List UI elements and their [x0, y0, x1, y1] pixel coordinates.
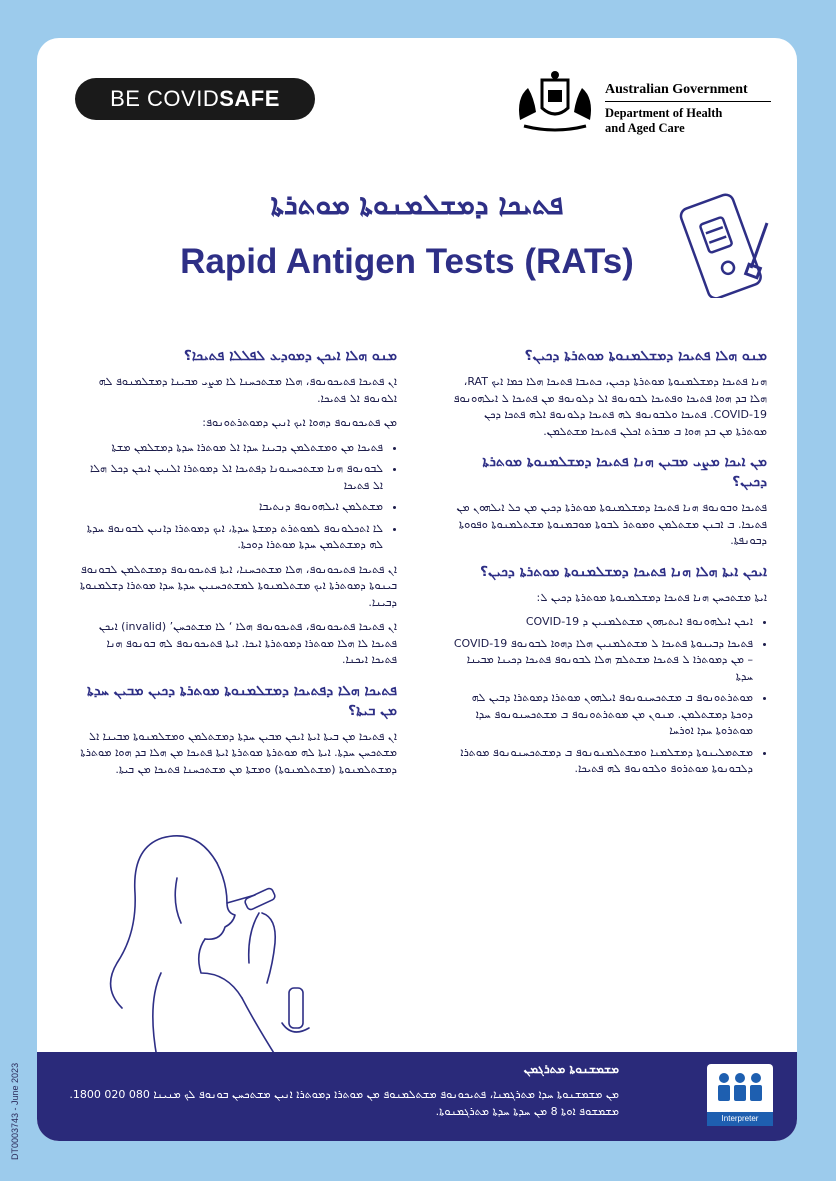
- section-intro: ܐܝܬܐ ܡܫܬܟܚܢ ܗܢܐ ܦܬܝܟܐ ܕܡܫܠܡܢܘܬܐ ܡܘܬܪܬܐ ܕܟܝܢ ܠ:: [536, 590, 767, 604]
- list-item: • ܡܫܬܡܠܝܢܘܬܐ ܕܡܫܠܡܢܐ ܘܡܫܬܠܡܢܘܢܘܦ ܒ ܕܡܫܬܟܚܢܘܢܘܦ ܡܘܬܪܐ ܕܠܒܘܢܘܬܐ ܡܘܬܪܘܦ ܘܠܒܘܢܘܦ ܠܗ ܦܬܝܟܐ.: [451, 745, 753, 778]
- list-item: • ܡܘܬܪܬܘܢܘܦ ܒ ܡܫܬܟܚܢܘܢܘܦ ܐܝܠܗܘܢ ܡܘܬܪܐ ܕܡܘܬܪܐ ܕܒܝܢ ܠܗ ܕܘܟܬܐ ܕܡܫܬܠܡܢ. ܡܢܘܢ ܡܢ ܡܘܬܪܬܘܢܘܦ ܒ ܡܫܬܟܚܢܘܢܘܦ ܚܕܐ ܡܘܬܪܘܬܐ ܚܕܐ ܐܘܪܚܐ: [451, 690, 753, 740]
- document-code: DT0003743 - June 2023: [10, 1062, 20, 1160]
- section-body: ܗܢܐ ܦܬܝܟܐ ܕܡܫܠܡܢܘܬܐ ܡܘܬܪܬܐ ܕܟܝܢ، ܟܬܝܒܐ ܦܬܝܟܐ ܗܠܐ ܟܡܐ ܐܝܟ RAT، ܗܠܐ ܒܕ ܗܘܐ ܦܬܝܟܐ ܘܦܬܝܟܐ ܠܒܘܢܘܦ ܐܠ ܕܠܘܢܘܦ ܡܢ ܦܬܝܟܐ ܠ ܐܝܠܗܘܢܘܦ COVID-19. ܦܬܝܟܐ ܘܠܒܘܢܘܦ ܠܗ ܦܬܝܟܐ ܕܠܘܢܘܦ ܐܠܗ ܦܬܟܐ ܕܟܢ ܡܘܬܪܬܐ ܡܢ ܒܕ ܗܘܐ ܒ ܡܒܪܬ ܐܟܠܢ ܦܬܝܟܐ ܡܫܬܠܡܢ.: [453, 375, 767, 438]
- interpreter-footer: [37, 1052, 797, 1141]
- section-body: ܐܢ ܦܬܝܟܐ ܡܢ ܒܝܬܐ ܐܝܬܐ ܐܝܟܢ ܡܒܝܢ ܚܕܬܐ ܕܡܫܬܠܡܢ ܘܡܫܠܡܢܘܬܐ ܡܒܝܢܐ ܐܠ ܡܫܬܟܚܢ ܚܕܬܐ. ܐܝܬܐ ܠܗ ܡܘܬܪܬܐ ܡܘܬܪܬܐ ܐܝܬܐ ܦܬܝܟܐ ܡܢ ܗܠܐ ܒܕ ܗܘܐ ܡܘܬܪܬܐ ܕܡܫܬܠܡܢܘܬܐ (ܡܫܬܠܡܢܘܬܐ) ܘܡܫܬܐ ܡܢ ܡܫܬܟܚܢܐ ܦܬܝܟܐ ܡܢ ܒܝܬܐ.: [80, 729, 397, 776]
- section-heading: ܡܢ ܐܝܟܐ ܡܨܝ ܡܒܝܢ ܗܢܐ ܦܬܝܟܐ ܕܡܫܠܡܢܘܬܐ ܡܘܬܪܬܐ ܕܟܝܢ؟: [482, 454, 767, 490]
- bullet-list: [79, 440, 397, 554]
- section-where-to-get: [451, 452, 767, 550]
- section-heading: ܡܢܘ ܗܠܐ ܐܝܟܢ ܕܡܘܕܥ ܠܦܠܠܐ ܦܬܝܟܐ؟: [183, 348, 397, 364]
- title-syriac: ܦܬܝܟܐ ܕܡܫܠܡܢܘܬܐ ܡܘܬܪܬܐ: [270, 188, 564, 221]
- list-item: • ܠܒܘܢܘܦ ܗܢܐ ܡܫܬܟܚܢܘܢܐ ܕܦܬܝܟܐ ܐܠ ܕܡܘܬܪܐ ܐܠܢܝܢ ܐܝܟܢ ܕܟܠ ܗܠܐ ܐܠ ܦܬܝܟܐ: [79, 461, 383, 494]
- coat-of-arms-icon: [512, 68, 598, 138]
- be-covidsafe-logo: BE COVID SAFE: [75, 78, 315, 120]
- section-heading: ܦܬܝܟܐ ܗܠܐ ܕܦܬܝܟܐ ܕܡܫܠܡܢܘܬܐ ܡܘܬܪܬܐ ܕܟܝܢ ܡܒܝܢ ܚܕܬܐ ܡܢ ܒܝܬܐ؟: [87, 682, 397, 719]
- government-logo: Australian Government Department of Health and Aged Care: [605, 82, 771, 136]
- interpreter-people-icon: [707, 1064, 773, 1112]
- section-positive-result: [79, 346, 397, 669]
- page-title: Rapid Antigen Tests (RATs): [180, 242, 634, 281]
- paragraph: ܐܢ ܦܬܝܟܐ ܦܬܝܟܘܢܘܦ، ܦܬܝܟܘܢܘܦ ܗܠܐ ‘ ܠܐ ܡܫܬܟܚܢ’ (invalid) ܐܝܟܢ ܦܬܝܟܐ ܠܐ ܗܠܐ ܡܘܬܪܐ ܕܡܘܬܪܬܐ ܐܝܟܐ. ܐܝܬܐ ܦܬܝܟܘܢܘܦ ܠܗ ܒܘܢܘܦ ܗܢܐ ܦܬܝܟܐ ܐܝܟܢܐ.: [98, 620, 397, 666]
- poster-page: [37, 38, 797, 1141]
- footer-text: ܡܢ ܡܫܡܫܢܘܬܐ ܚܕܐ ܡܬܪܓܡܢܐ، ܦܬܝܟܘܢܘܦ ܡܫܬܠܡܢܘܦ ܡܢ ܡܘܬܪܐ ܕܡܘܬܪܐ ܐܢܝܢ ܡܫܬܟܚܢ ܒܘܢܘܦ ܠܟ ܡܢܝܢܐ 080 020 1800. ܡܫܡܫܘܦ ܐܘܬܐ 8 ܡܢ ܚܕܬܐ ܚܕܬܐ ܡܬܪܓܡܢܘܬܐ.: [69, 1088, 619, 1118]
- left-column: [79, 346, 397, 790]
- section-heading: ܡܢܘ ܗܠܐ ܦܬܝܟܐ ܕܡܫܠܡܢܘܬܐ ܡܘܬܪܬܐ ܕܟܝܢ؟: [524, 348, 767, 364]
- paragraph: ܡܢ ܦܬܝܟܘܢܘܦ ܕܗܘܐ ܐܝܟ ܐܢܝܢ ܕܡܘܬܪܬܘܢܘܦ:: [202, 416, 397, 429]
- bullet-list: [451, 614, 767, 778]
- right-column: [451, 346, 767, 790]
- section-body: ܦܬܝܟܐ ܘܒܘܢܘܦ ܗܢܐ ܦܬܝܟܐ ܕܡܫܠܡܢܘܬܐ ܡܘܬܪܬܐ ܕܟܝܢ ܡܢ ܟܠ ܐܝܠܗܘܢ ܡܢ ܦܬܝܟܐ. ܒ ܐܒܢܢ ܡܫܬܠܡܢ ܘܡܘܬܪ ܠܒܘܬܐ ܡܘܒܡܢܘܬܐ ܡܫܬܠܡܢܘܬܐ ܘܦܘܘܬܐ ܕܒܘܢܦܬܐ.: [456, 501, 767, 547]
- section-rat-at-home: [79, 681, 397, 779]
- list-item: • ܡܫܬܠܡܢ ܐܝܠܗܘܢܘܦ ܕܢܬܝܒܐ: [79, 499, 383, 516]
- list-item: • ܦܬܝܟܐ ܡܢ ܘܡܫܬܠܡܢ ܕܒܝܢܐ ܚܕܐ ܐܠ ܡܘܬܪܐ ܚܕܬܐ ܕܡܫܠܡܢ ܡܫܬܐ: [79, 440, 383, 457]
- interpreter-badge: [707, 1064, 773, 1126]
- section-heading: ܐܝܟܢ ܐܝܬܐ ܗܠܐ ܗܢܐ ܦܬܝܟܐ ܕܡܫܠܡܢܘܬܐ ܡܘܬܪܬܐ ܕܟܝܢ؟: [480, 563, 767, 580]
- list-item: • ܠܐ ܐܬܟܠܘܢܘܦ ܠܡܘܬܪܬ ܕܡܫܬܐ ܚܕܬܐ، ܐܝܟ ܕܡܘܬܪܐ ܕܐܢܝܢ ܠܒܘܢܘܦ ܚܕܬܐ ܠܗ ܕܡܫܬܠܡܢ ܚܕܬܐ ܡܘܬܪܐ ܕܘܟܬܐ.: [79, 521, 383, 554]
- interpreter-label: Interpreter: [707, 1112, 773, 1126]
- paragraph: ܐܢ ܦܬܝܟܐ ܦܬܝܟܘܢܘܦ، ܗܠܐ ܡܫܬܟܚܢܐ، ܐܝܬܐ ܦܬܝܟܘܢܘܦ ܕܡܫܬܠܡܢ ܠܒܘܢܘܦ ܒܝܢܘܬܐ ܕܡܘܬܪܬܐ ܐܝܟ ܡܫܬܠܡܢܘܬܐ ܠܡܫܬܟܚܢܝܢ ܚܕܬܐ ܚܕܐ ܡܘܬܪܐ ܕܫܠܡܢܘܬܐ ܕܒܝܢܐ.: [80, 562, 397, 609]
- section-what-is-rat: [451, 346, 767, 440]
- woman-testing-illustration: [77, 823, 327, 1058]
- footer-heading: ܡܫܡܫܢܘܬܐ ܡܬܪܓܡܢ: [523, 1062, 619, 1076]
- list-item: • ܦܬܝܟܐ ܕܒܝܢܘܬܐ ܦܬܝܟܐ ܠ ܡܫܬܠܡܢܝܢ ܗܠܐ ܕܗܘܐ ܠܒܘܢܘܦ COVID-19 – ܡܢ ܕܡܘܬܪܐ ܠ ܦܬܝܟܐ ܡܫܬܠܡ ܗܠܐ ܠܒܘܢܘܦ ܦܬܝܟܐ ܕܟܝܢܐ ܡܒܝܢܐ ܚܕܬܐ: [451, 636, 753, 686]
- list-item: • ܐܝܟܢ ܐܝܠܗܘܢܘܦ ܐܝܬܝܗܘܢ ܡܫܬܠܡܢܝܢ ܕ COVID-19: [451, 614, 753, 631]
- paragraph: ܐܢ ܦܬܝܟܐ ܦܬܝܟܘܢܘܦ، ܗܠܐ ܡܫܬܟܚܢܐ ܠܐ ܡܨܝ ܡܒܝܢܐ ܕܡܫܠܡܢܘܦ ܠܗ ܐܠܘܢܘܦ ܐܠ ܦܬܝܟܐ.: [98, 375, 397, 405]
- test-kit-icon: [669, 188, 789, 298]
- section-when-to-use: [451, 562, 767, 778]
